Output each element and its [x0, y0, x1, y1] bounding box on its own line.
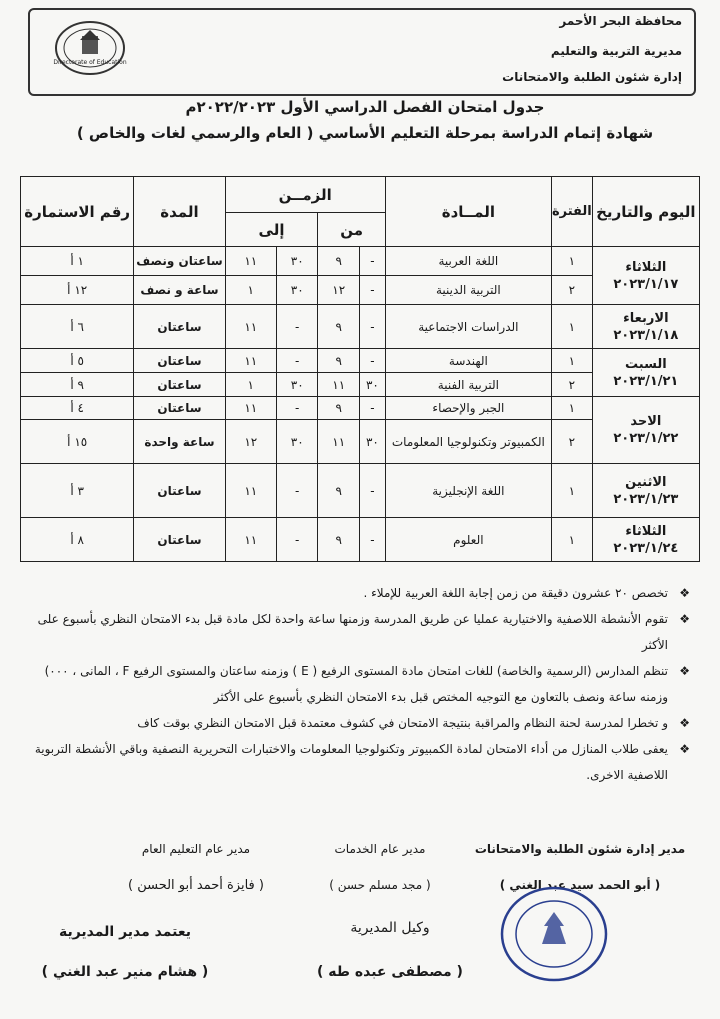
duration-cell: ساعتان ونصف [134, 247, 225, 276]
from-hour-cell: ٩ [318, 305, 360, 349]
signature-name: ( مصطفى عبده طه ) [317, 964, 463, 980]
to-hour-cell: ١١ [225, 247, 276, 276]
period-cell: ٢ [551, 420, 592, 464]
form-cell: ١٥ أ [21, 420, 134, 464]
duration-cell: ساعتان [134, 349, 225, 373]
subject-cell: التربية الفنية [385, 373, 551, 397]
to-min-cell: ٣٠ [276, 373, 318, 397]
from-hour-cell: ٩ [318, 397, 360, 420]
from-min-cell: ٣٠ [360, 373, 386, 397]
form-cell: ٩ أ [21, 373, 134, 397]
period-cell: ١ [551, 247, 592, 276]
to-min-cell: ٣٠ [276, 420, 318, 464]
signature-block-4 [300, 920, 480, 980]
day-cell: الاحد ٢٠٢٣/١/٢٢ [592, 397, 699, 464]
duration-cell: ساعتان [134, 373, 225, 397]
signature-title: وكيل المديرية [350, 920, 430, 936]
form-cell: ٣ أ [21, 464, 134, 518]
to-hour-cell: ١١ [225, 397, 276, 420]
from-hour-cell: ١١ [318, 373, 360, 397]
notes-list [34, 580, 690, 788]
from-hour-cell: ١١ [318, 420, 360, 464]
signature-block-3 [96, 842, 296, 893]
table-row [21, 397, 700, 420]
title-line1: جدول امتحان الفصل الدراسي الأول ٢٠٢٢/٢٠٢٣م [185, 98, 545, 116]
subject-cell: الجبر والإحصاء [385, 397, 551, 420]
signature-name: ( هشام منير عبد الغني ) [41, 964, 209, 980]
signature-title: يعتمد مدير المديرية [58, 924, 192, 940]
day-cell: الاربعاء ٢٠٢٣/١/١٨ [592, 305, 699, 349]
day-cell: الثلاثاء ٢٠٢٣/١/١٧ [592, 247, 699, 305]
from-hour-cell: ٩ [318, 464, 360, 518]
from-hour-cell: ٩ [318, 518, 360, 562]
signature-title: مدير عام الخدمات [334, 842, 426, 856]
form-cell: ٨ أ [21, 518, 134, 562]
table-row [21, 518, 700, 562]
period-cell: ١ [551, 349, 592, 373]
form-cell: ١٢ أ [21, 276, 134, 305]
subject-cell: العلوم [385, 518, 551, 562]
signature-name: ( مجد مسلم حسن ) [329, 878, 431, 892]
subject-cell: التربية الدينية [385, 276, 551, 305]
title-line2: شهادة إتمام الدراسة بمرحلة التعليم الأساسي ( العام والرسمي لغات والخاص ) [76, 124, 654, 142]
from-hour-cell: ٩ [318, 247, 360, 276]
day-cell: الثلاثاء ٢٠٢٣/١/٢٤ [592, 518, 699, 562]
header-form: رقم الاستمارة [21, 177, 134, 247]
period-cell: ١ [551, 305, 592, 349]
from-hour-cell: ١٢ [318, 276, 360, 305]
to-hour-cell: ١١ [225, 305, 276, 349]
subject-cell: اللغة الإنجليزية [385, 464, 551, 518]
department-label: إدارة شئون الطلبة والامتحانات [502, 70, 682, 84]
header-from: من [318, 213, 385, 247]
bullet-icon: ❖ [679, 586, 690, 600]
signature-name: ( فايزة أحمد أبو الحسن ) [128, 878, 264, 893]
note-item: ❖ يعفى طلاب المنازل من أداء الامتحان لمادة الكمبيوتر وتكنولوجيا المعلومات والاختبارات التحريرية النصفية وباقي الأنشطة التربوية اللاصفية الاخرى. [34, 736, 690, 788]
duration-cell: ساعتان [134, 305, 225, 349]
from-min-cell: - [360, 349, 386, 373]
note-item: ❖ و تخطرا لمدرسة لحنة النظام والمراقبة بنتيجة الامتحان في كشوف معتمدة قبل الامتحان النظري بوقت كاف [34, 710, 690, 736]
bullet-icon: ❖ [679, 664, 690, 678]
from-min-cell: - [360, 518, 386, 562]
to-hour-cell: ١ [225, 276, 276, 305]
signature-title: مدير إدارة شئون الطلبة والامتحانات [474, 842, 686, 856]
to-hour-cell: ١١ [225, 518, 276, 562]
from-min-cell: - [360, 247, 386, 276]
signature-name: ( أبو الحمد سيد عبد الغني ) [499, 878, 661, 892]
table-row [21, 247, 700, 276]
subject-cell: الكمبيوتر وتكنولوجيا المعلومات [385, 420, 551, 464]
directorate-logo [50, 18, 130, 82]
subject-cell: اللغة العربية [385, 247, 551, 276]
bullet-icon: ❖ [679, 612, 690, 626]
header-period: الفترة [551, 177, 592, 247]
day-cell: السبت ٢٠٢٣/١/٢١ [592, 349, 699, 397]
directorate-label: مديرية التربية والتعليم [550, 44, 682, 58]
period-cell: ١ [551, 464, 592, 518]
bullet-icon: ❖ [679, 742, 690, 756]
to-hour-cell: ١٢ [225, 420, 276, 464]
subject-cell: الدراسات الاجتماعية [385, 305, 551, 349]
signature-block-5 [20, 924, 230, 980]
header-time: الزمــن [225, 177, 385, 213]
from-min-cell: - [360, 397, 386, 420]
official-stamp-icon [498, 884, 610, 984]
header-day: اليوم والتاريخ [592, 177, 699, 247]
note-item: ❖ تنظم المدارس (الرسمية والخاصة) للغات امتحان مادة المستوى الرفيع ( E ) وزمنه ساعتان والمستوى الرفيع F ، المانى ، ٠٠٠) وزمنه ساعة ونصف بالتعاون مع التوجيه المختص قبل بدء الامتحان النظري بأسبوع على الأكثر [34, 658, 690, 710]
header-to: إلى [225, 213, 318, 247]
table-row [21, 464, 700, 518]
to-hour-cell: ١١ [225, 464, 276, 518]
from-hour-cell: ٩ [318, 349, 360, 373]
note-item: ❖ تقوم الأنشطة اللاصفية والاختيارية عمليا عن طريق المدرسة وزمنها ساعة واحدة لكل مادة قبل بدء الامتحان النظري بأسبوع على الأكثر [34, 606, 690, 658]
form-cell: ١ أ [21, 247, 134, 276]
duration-cell: ساعتان [134, 397, 225, 420]
form-cell: ٤ أ [21, 397, 134, 420]
to-hour-cell: ١ [225, 373, 276, 397]
day-cell: الاثنين ٢٠٢٣/١/٢٣ [592, 464, 699, 518]
exam-schedule-table [20, 176, 700, 562]
to-min-cell: - [276, 464, 318, 518]
table-row [21, 305, 700, 349]
from-min-cell: - [360, 464, 386, 518]
form-cell: ٦ أ [21, 305, 134, 349]
note-item: ❖ تخصص ٢٠ عشرون دقيقة من زمن إجابة اللغة العربية للإملاء . [34, 580, 690, 606]
signature-title: مدير عام التعليم العام [141, 842, 251, 856]
to-min-cell: - [276, 349, 318, 373]
from-min-cell: ٣٠ [360, 420, 386, 464]
to-min-cell: ٣٠ [276, 276, 318, 305]
subject-cell: الهندسة [385, 349, 551, 373]
signature-block-2 [300, 842, 460, 892]
to-min-cell: - [276, 397, 318, 420]
logo-text: Directorate of Education [53, 59, 127, 66]
table-row [21, 349, 700, 373]
duration-cell: ساعتان [134, 464, 225, 518]
duration-cell: ساعة واحدة [134, 420, 225, 464]
governorate-label: محافظة البحر الأحمر [559, 14, 682, 28]
from-min-cell: - [360, 305, 386, 349]
to-hour-cell: ١١ [225, 349, 276, 373]
form-cell: ٥ أ [21, 349, 134, 373]
period-cell: ١ [551, 397, 592, 420]
duration-cell: ساعة و نصف [134, 276, 225, 305]
bullet-icon: ❖ [679, 716, 690, 730]
header-subject: المــادة [385, 177, 551, 247]
to-min-cell: - [276, 518, 318, 562]
from-min-cell: - [360, 276, 386, 305]
to-min-cell: ٣٠ [276, 247, 318, 276]
period-cell: ١ [551, 518, 592, 562]
period-cell: ٢ [551, 373, 592, 397]
duration-cell: ساعتان [134, 518, 225, 562]
period-cell: ٢ [551, 276, 592, 305]
header-duration: المدة [134, 177, 225, 247]
to-min-cell: - [276, 305, 318, 349]
